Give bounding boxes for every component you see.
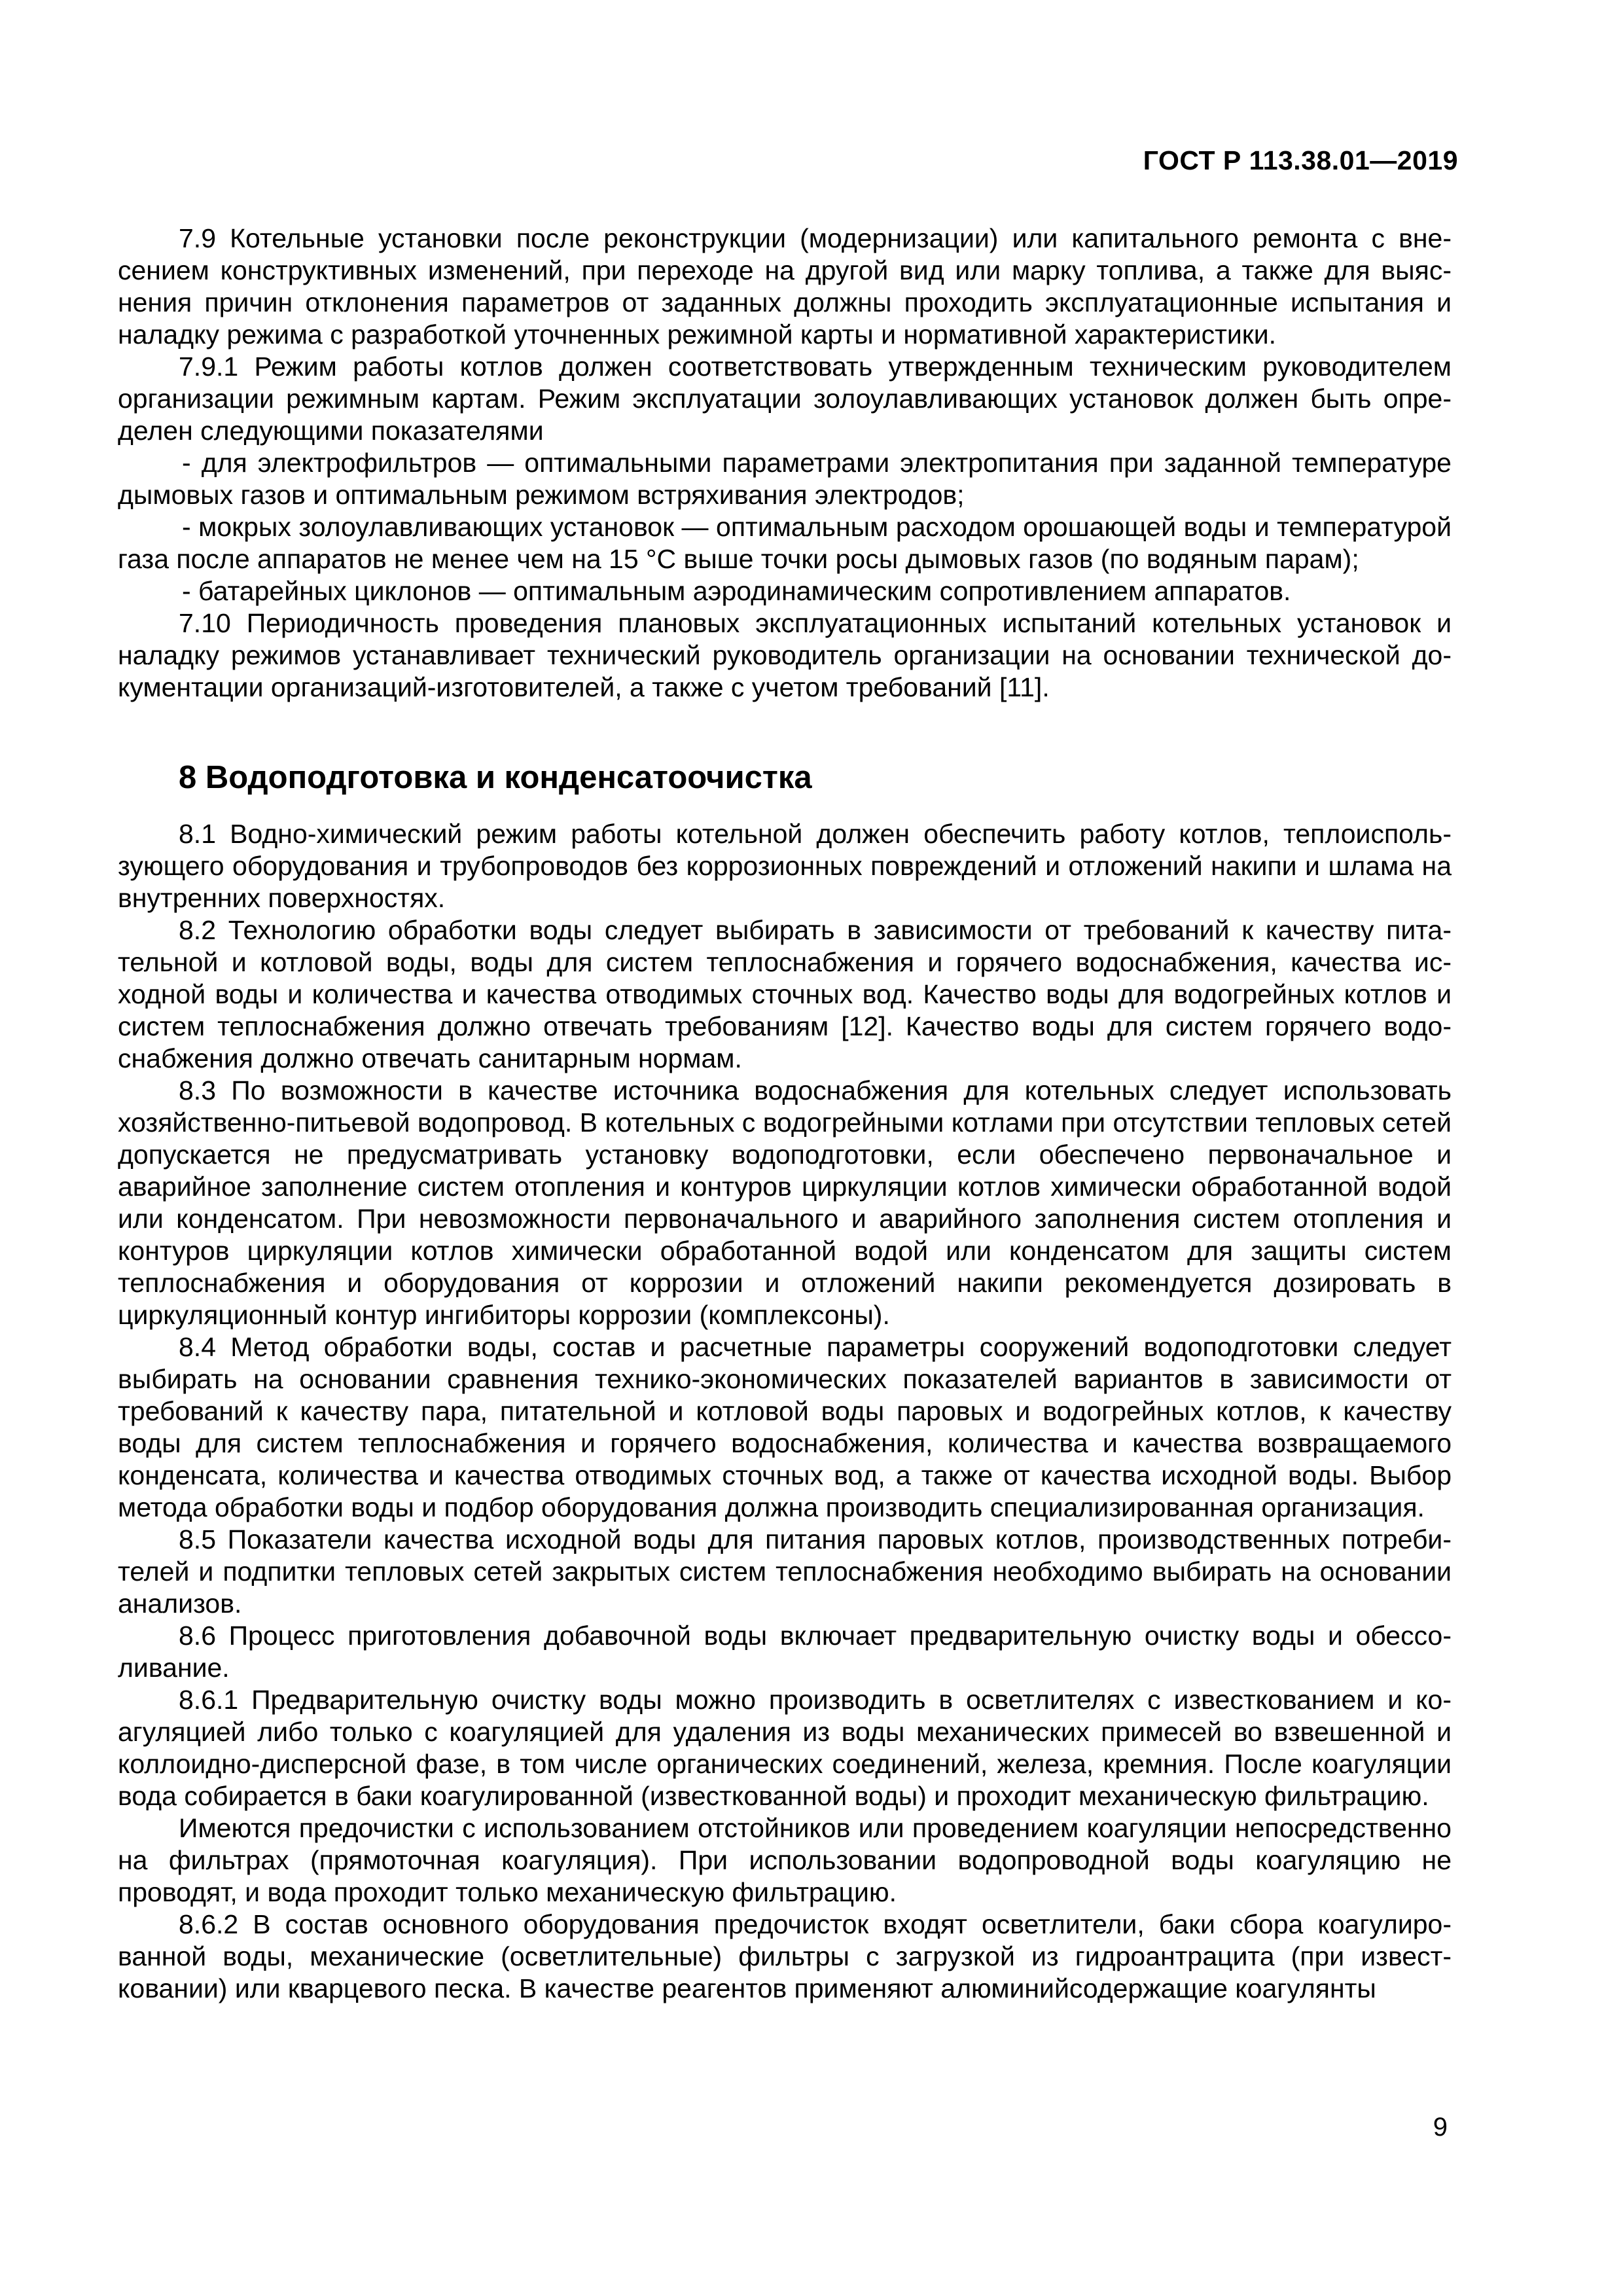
paragraph-8-3: 8.3 По возможности в качестве источника водоснабжения для котельных следует использовать хозяйственно-питьевой водопровод. В котельных с водогрейными котлами при отсутствии тепловых сетей допускается не предусматривать установку водоподготовки, если обеспечено первоначальное и аварийное заполнение систем отопления и контуров циркуляции котлов химически обработанной водой или конденсатом. При невозможности первоначального и аварийного заполнения систем отопления и контуров циркуляции котлов химически обработанной водой или конденсатом для защиты систем теплоснабжения и оборудования от коррозии и отложений накипи рекомендуется дозировать в циркуляционный контур ингибиторы коррозии (комплексоны). bbox=[118, 1075, 1452, 1330]
paragraph-8-6: 8.6 Процесс приготовления добавочной воды включает предварительную очистку воды и обессоливание. bbox=[118, 1621, 1452, 1683]
paragraph-pretreatment-note: Имеются предочистки с использованием отстойников или проведением коагуляции непосредственно на фильтрах (прямоточная коагуляция). При использовании водопроводной воды коагуляцию не проводят, и вода проходит только механическую фильтрацию. bbox=[118, 1813, 1452, 1907]
paragraph-8-4: 8.4 Метод обработки воды, состав и расчетные параметры сооружений водоподготовки следует выбирать на основании сравнения технико-экономических показателей вариантов в зависимости от требований к качеству пара, питательной и котловой воды паровых и водогрейных котлов, к качеству воды для систем теплоснабжения и горячего водоснабжения, количества и качества возвращаемого конденсата, количества и качества отводимых сточных вод, а также от качества исходной воды. Выбор метода обработки воды и подбор оборудования должна производить специализированная организация. bbox=[118, 1332, 1452, 1522]
list-item-wet-ash-collectors: - мокрых золоулавливающих установок — оптимальным расходом орошающей воды и температурой газа после аппаратов не менее чем на 15 °С выше точки росы дымовых газов (по водяным парам); bbox=[118, 512, 1452, 574]
paragraph-8-6-1: 8.6.1 Предварительную очистку воды можно производить в осветлителях с известкованием и коагуляцией либо только с коагуляцией для удаления из воды механических примесей во взвешенной и коллоидно-дисперсной фазе, в том числе органических соединений, железа, кремния. После коагуляции вода собирается в баки коагулированной (известкованной воды) и проходит механическую фильтрацию. bbox=[118, 1685, 1452, 1811]
document-id: ГОСТ Р 113.38.01—2019 bbox=[1143, 145, 1458, 175]
paragraph-8-2: 8.2 Технологию обработки воды следует выбирать в зависимости от требований к качеству питательной и котловой воды, воды для систем теплоснабжения и горячего водоснабжения, качества исходной воды и количества и качества отводимых сточных вод. Качество воды для водогрейных котлов и систем теплоснабжения должно отвечать требованиям [12]. Качество воды для систем горячего водоснабжения должно отвечать санитарным нормам. bbox=[118, 915, 1452, 1073]
paragraph-7-10: 7.10 Периодичность проведения плановых эксплуатационных испытаний котельных установок и наладку режимов устанавливает технический руководитель организации на основании технической документации организаций-изготовителей, а также с учетом требований [11]. bbox=[118, 608, 1452, 702]
section-8-body bbox=[118, 818, 1452, 2005]
section-7-body bbox=[118, 223, 1452, 704]
paragraph-8-6-2: 8.6.2 В состав основного оборудования предочисток входят осветлители, баки сбора коагулированной воды, механические (осветлительные) фильтры с загрузкой из гидроантрацита (при известковании) или кварцевого песка. В качестве реагентов применяют алюминийсодержащие коагулянты bbox=[118, 1909, 1452, 2003]
paragraph-8-1: 8.1 Водно-химический режим работы котельной должен обеспечить работу котлов, теплоиспользующего оборудования и трубопроводов без коррозионных повреждений и отложений накипи и шлама на внутренних поверхностях. bbox=[118, 819, 1452, 913]
paragraph-7-9-1: 7.9.1 Режим работы котлов должен соответствовать утвержденным техническим руководителем организации режимным картам. Режим эксплуатации золоулавливающих установок должен быть определен следующими показателями bbox=[118, 351, 1452, 446]
paragraph-8-5: 8.5 Показатели качества исходной воды для питания паровых котлов, производственных потребителей и подпитки тепловых сетей закрытых систем теплоснабжения необходимо выбирать на основании анализов. bbox=[118, 1524, 1452, 1619]
paragraph-7-9: 7.9 Котельные установки после реконструкции (модернизации) или капитального ремонта с внесением конструктивных изменений, при переходе на другой вид или марку топлива, а также для выяснения причин отклонения параметров от заданных должны проходить эксплуатационные испытания и наладку режима с разработкой уточненных режимной карты и нормативной характеристики. bbox=[118, 223, 1452, 350]
page-number: 9 bbox=[1433, 2113, 1448, 2142]
list-item-battery-cyclones: - батарейных циклонов — оптимальным аэродинамическим сопротивлением аппаратов. bbox=[182, 576, 1291, 606]
section-heading: 8 Водоподготовка и конденсатоочистка bbox=[179, 760, 812, 795]
list-item-electrofilters: - для электрофильтров — оптимальными параметрами электропитания при заданной температуре дымовых газов и оптимальным режимом встряхивания электродов; bbox=[118, 448, 1452, 510]
